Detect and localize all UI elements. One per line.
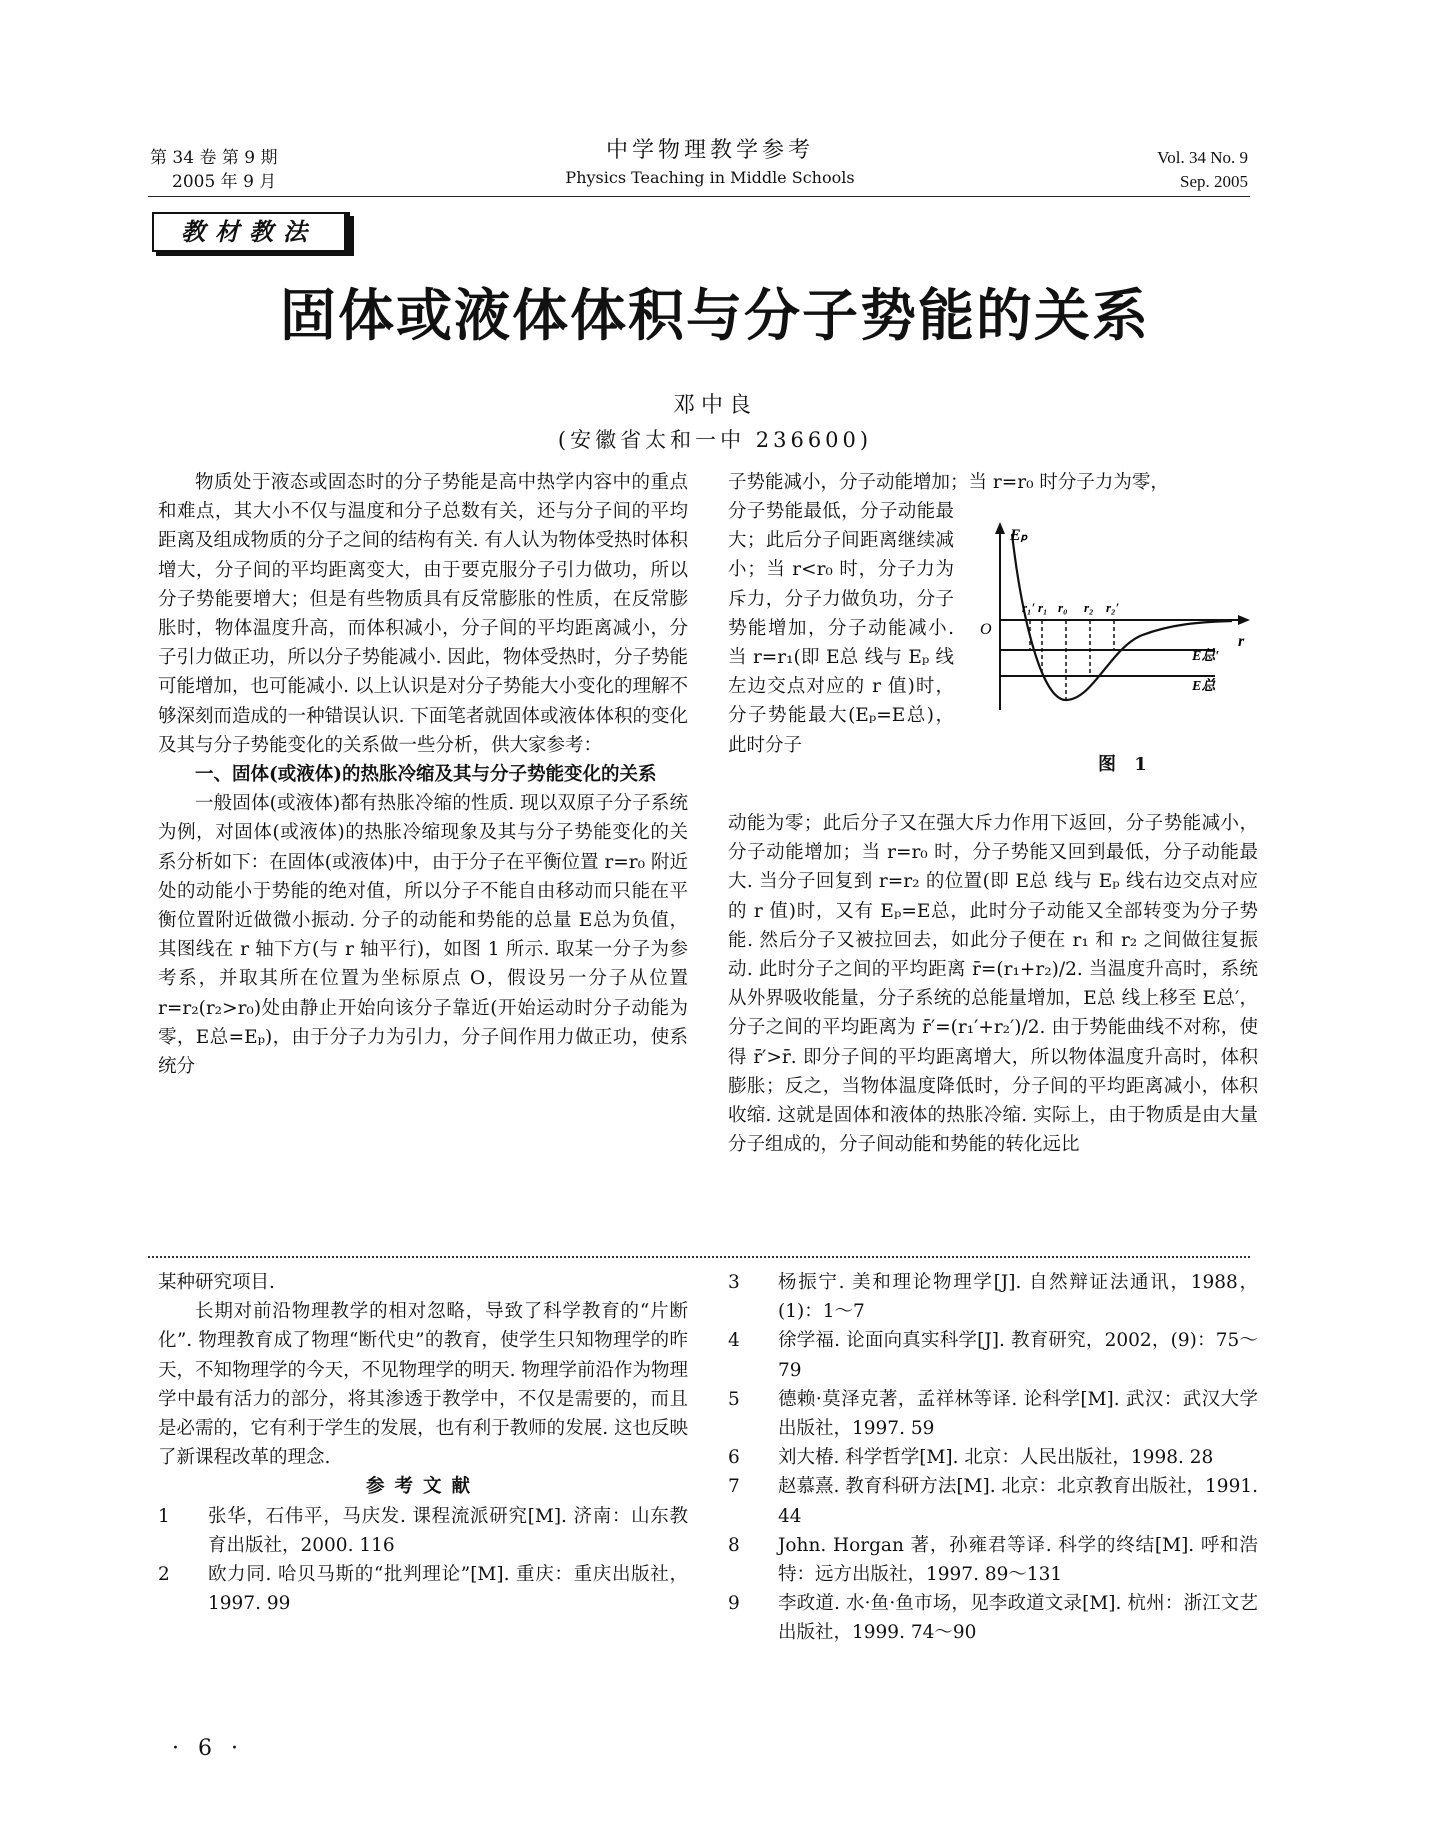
prev-article-paragraph: 长期对前沿物理教学的相对忽略，导致了科学教育的“片断化”. 物理教育成了物理“断代史”的教育，使学生只知物理学的昨天，不知物理学的今天，不见物理学的明天. 物理学前沿作为物理学中最有活力的部分，将其渗透于教学中，不仅是需要的，而且是必需的，它有利于学生的发展，也有利于教师的发展. 这也反映了新课程改革的理念. xyxy=(158,1301,688,1469)
potential-energy-diagram xyxy=(960,500,1250,750)
figure-1 xyxy=(960,500,1250,750)
references-title: 参考文献 xyxy=(365,1476,480,1498)
references-list-right xyxy=(728,1268,1258,1648)
article-title: 固体或液体体积与分子势能的关系 xyxy=(280,284,1150,349)
reference-text: 赵慕熹. 教育科研方法[M]. 北京：北京教育出版社，1991. 44 xyxy=(778,1476,1258,1527)
reference-item xyxy=(158,1502,688,1560)
e-total-prime-label: E总′ xyxy=(1192,649,1220,664)
body-paragraph-1: 一般固体(或液体)都有热胀冷缩的性质. 现以双原子分子系统为例，对固体(或液体)的热胀冷缩现象及其与分子势能变化的关系分析如下：在固体(或液体)中，由于分子在平衡位置 r=r₀ 附近处的动能小于势能的绝对值，所以分子不能自由移动而只能在平衡位置附近做微小振动. 分子的动能和势能的总量 E总为负值，其图线在 r 轴下方(与 r 轴平行)，如图 1 所示. 取某一分子为参考系，并取其所在位置为坐标原点 O，假设另一分子从位置 r=r₂(r₂>r₀)处由静止开始向该分子靠近(开始运动时分子动能为零，E总=Eₚ)，由于分子力为引力，分子间作用力做正功，使系统分 xyxy=(158,793,688,1078)
figure-caption: 图 1 xyxy=(1098,754,1153,775)
section-heading-1: 一、固体(或液体)的热胀冷缩及其与分子势能变化的关系 xyxy=(195,764,657,786)
y-axis-arrow xyxy=(995,522,1005,534)
reference-item xyxy=(158,1560,688,1618)
journal-name-en: Physics Teaching in Middle Schools xyxy=(565,168,855,187)
journal-issue-cn xyxy=(150,146,277,194)
reference-number: 8 xyxy=(728,1534,740,1556)
reference-text: 张华，石伟平，马庆发. 课程流派研究[M]. 济南：山东教育出版社，2000. 116 xyxy=(208,1505,688,1556)
tick-r0: r₀ xyxy=(1058,600,1068,615)
e-total-label: E总 xyxy=(1192,679,1216,694)
reference-text: John. Horgan 著，孙雍君等译. 科学的终结[M]. 呼和浩特：远方出版社，1997. 89～131 xyxy=(778,1534,1258,1586)
reference-number: 6 xyxy=(728,1447,740,1469)
reference-number: 5 xyxy=(728,1388,740,1410)
volume-issue-cn: 第 34 卷 第 9 期 xyxy=(150,148,278,168)
journal-name-cn: 中学物理教学参考 xyxy=(605,138,814,163)
reference-text: 德赖·莫泽克著，孟祥林等译. 论科学[M]. 武汉：武汉大学出版社，1997. 59 xyxy=(778,1388,1258,1440)
right-column-continued: 动能为零；此后分子又在强大斥力作用下返回，分子势能减小，分子动能增加；当 r=r₀ 时，分子势能又回到最低，分子动能最大. 当分子回复到 r=r₂ 的位置(即 E总 线与 Eₚ 线右边交点对应的 r 值)时，又有 Eₚ=E总，此时分子动能又全部转变为分子势能. 然后分子又被拉回去，如此分子便在 r₁ 和 r₂ 之间做往复振动. 此时分子之间的平均距离 r̄=(r₁+r₂)/2. 当温度升高时，系统从外界吸收能量，分子系统的总能量增加，E总 线上移至 E总′，分子之间的平均距离为 r̄′=(r₁′+r₂′)/2. 由于势能曲线不对称，使得 r̄′>r̄. 即分子间的平均距离增大，所以物体温度升高时，体积膨胀；反之，当物体温度降低时，分子间的平均距离减小，体积收缩. 这就是固体和液体的热胀冷缩. 实际上，由于物质是由大量分子组成的，分子间动能和势能的转化远比 xyxy=(728,813,1258,1156)
header-rule xyxy=(148,196,1250,197)
reference-text: 李政道. 水·鱼·鱼市场，见李政道文录[M]. 杭州：浙江文艺出版社，1999. 74～90 xyxy=(778,1593,1258,1644)
reference-number: 1 xyxy=(158,1505,170,1527)
reference-item xyxy=(728,1443,1258,1472)
volume-issue-en: Vol. 34 No. 9 xyxy=(1157,148,1248,167)
reference-text: 欧力同. 哈贝马斯的“批判理论”[M]. 重庆：重庆出版社，1997. 99 xyxy=(208,1564,688,1615)
left-column xyxy=(158,468,688,1081)
reference-number: 3 xyxy=(728,1272,740,1293)
reference-number: 9 xyxy=(728,1593,740,1615)
reference-text: 徐学福. 论面向真实科学[J]. 教育研究，2002，(9)：75～79 xyxy=(778,1330,1258,1381)
page-number: · 6 · xyxy=(172,1736,244,1761)
right-column-wrap-text: 分子势能最低，分子动能最大；此后分子间距离继续减小；当 r<r₀ 时，分子力为斥力，分子力做负功，分子势能增加，分子动能减小. 当 r=r₁(即 E总 线与 Eₚ 线左边交点对应的 r 值)时，分子势能最大(Eₚ=E总)，此时分子 xyxy=(728,501,954,756)
article-separator xyxy=(148,1256,1250,1258)
reference-number: 4 xyxy=(728,1330,740,1352)
reference-number: 2 xyxy=(158,1564,170,1586)
tick-r2-prime: r₂′ xyxy=(1106,600,1120,615)
section-label: 教材教法 xyxy=(152,212,350,252)
journal-name xyxy=(520,136,900,190)
tick-r1-prime: r₁′ xyxy=(1022,600,1036,615)
reference-text: 刘大椿. 科学哲学[M]. 北京：人民出版社，1998. 28 xyxy=(778,1447,1214,1469)
reference-item xyxy=(728,1472,1258,1530)
tick-r1: r₁ xyxy=(1038,600,1048,615)
y-axis-label: Eₚ xyxy=(1010,527,1028,544)
references-list-left xyxy=(158,1502,688,1619)
x-axis-arrow xyxy=(1238,615,1250,625)
reference-item xyxy=(728,1385,1258,1443)
origin-label: O xyxy=(980,621,992,638)
prev-article-right xyxy=(728,1268,1258,1648)
reference-item xyxy=(728,1589,1258,1647)
date-cn: 2005 年 9 月 xyxy=(172,172,277,192)
x-axis-label: r xyxy=(1238,633,1245,650)
reference-number: 7 xyxy=(728,1476,740,1498)
affiliation: (安徽省太和一中 236600) xyxy=(557,428,873,452)
journal-issue-en xyxy=(1080,146,1248,194)
prev-article-left xyxy=(158,1268,688,1618)
reference-item xyxy=(728,1268,1258,1326)
right-column-top-line: 子势能减小，分子动能增加；当 r=r₀ 时分子力为零， xyxy=(728,472,1169,493)
date-en: Sep. 2005 xyxy=(1180,172,1248,191)
reference-item xyxy=(728,1531,1258,1589)
intro-paragraph: 物质处于液态或固态时的分子势能是高中热学内容中的重点和难点，其大小不仅与温度和分子总数有关，还与分子间的平均距离及组成物质的分子之间的结构有关. 有人认为物体受热时体积增大，分子间的平均距离变大，由于要克服分子引力做功，所以分子势能要增大；但是有些物质具有反常膨胀的性质，在反常膨胀时，物体温度升高，而体积减小，分子间的平均距离减小，分子引力做正功，所以分子势能减小. 因此，物体受热时，分子势能可能增加，也可能减小. 以上认识是对分子势能大小变化的理解不够深刻而造成的一种错误认识. 下面笔者就固体或液体体积的变化及其与分子势能变化的关系做一些分析，供大家参考： xyxy=(158,472,688,756)
tick-r2: r₂ xyxy=(1084,600,1094,615)
author: 邓中良 xyxy=(672,393,757,418)
prev-article-end-line: 某种研究项目. xyxy=(158,1272,275,1293)
reference-text: 杨振宁. 美和理论物理学[J]. 自然辩证法通讯，1988，(1)：1～7 xyxy=(778,1272,1258,1323)
reference-item xyxy=(728,1326,1258,1384)
